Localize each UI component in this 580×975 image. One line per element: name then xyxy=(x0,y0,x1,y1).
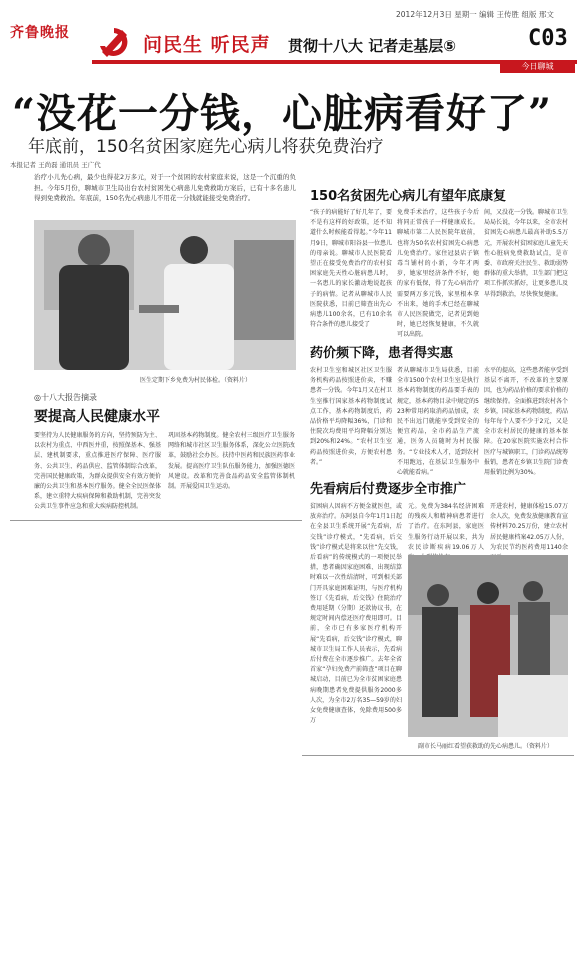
sidebar-bottom-rule xyxy=(10,520,302,521)
section3-col3: 开进农村，健康体检15.07万余人次，免费发放健康教育宣传材料70.25万份，建立农村居民健康档案42.05万人份，为农民节约医药费用1140余 xyxy=(490,503,569,551)
section3-col1: 贫困病人因病不方便金就医但，或放弃治疗。东阿县自今年1月1日起在全县卫生系统开展“先看病，后交钱”诊疗模式，“先看病，后交钱”诊疗模式是将来以往“先交钱，后看病”的传统模式的一项便民举措，患者确因家庭困难、出现结算时难以一次性结清时，可到相关部门开具家庭困难证明，与医疗机构签订《先看病，后交钱》住院治疗费用延期（分期）还款协议书，在规定时间内偿还医疗费用即可。目前，全市已有多家医疗机构开展“先看病，后交钱”诊疗模式，聊城市卫生局工作人员表示，先看病后付费在全市逐步推广。去年全省首家“孕妇免费产前筛查”项目在聊城启动，目前已为全市贫困家庭患病晚期患者免费提供服务2000多人次，为全市2万名35—59岁的妇女免费健康查体，免除费用500多万 xyxy=(310,503,402,725)
photo2-caption: 副市长马丽红看望获救助的先心病患儿。（资料片） xyxy=(418,743,554,750)
section2-col1: 农村卫生室和城区社区卫生服务机构药品按照进价卖，不赚患者一分钱。今年1月又在村卫生室推行国家基本药物制度试点工作，基本药物制度后，药品价格平均降幅36%，门诊和住院次均费用平均降幅分别达到20%和24%。“农村卫生室药品按照进价卖，方便农村患者。” xyxy=(310,367,392,466)
section1-col1: “孩子的病能好了好几年了，要不是有这样的好政策，还不知道什么时候能看得起。”今年11月9日，聊城市阳谷县一位患儿的母亲说。聊城市人民医院看望正在接受免费治疗的农村贫困家庭先天性心脏病患儿时，一名患儿的家长激动地说起孩子的病情。记者从聊城市人民医院获悉，目前已筛查出先心病患儿100余名，已有10余名符合条件的患儿接受了 xyxy=(310,209,392,329)
photo-checkup xyxy=(34,220,296,370)
photo1-caption: 医生定期下乡免费为村民体检。（资料片） xyxy=(140,377,252,384)
section-tag: 今日聊城 xyxy=(500,60,575,73)
section3-title: 先看病后付费逐步全市推广 xyxy=(310,482,467,497)
byline: 本报记者 王尚磊 通讯员 王广代 xyxy=(10,161,101,169)
section3-col2: 元。免费为384名经济困难的残疾人和精神病患者进行了治疗。在东阿县，家庭医生服务行动开展以来，共为农民诊断疾病19.06万人 xyxy=(408,503,484,551)
party-emblem-icon xyxy=(94,22,134,62)
section2-col3: 水平的提高，这些患者能享受到基层不离开，不改革的主要原因，也为药品价格的要求价格的继续保持。全面推进到农村各个乡镇，国家基本药物制度，药品每年每个人要不少于2元，又是全市农村居民的健康的基本保障。在20家医院实施农村合作医疗与城镇职工，门诊药品统筹报销，患者在乡镇卫生院门诊费用报销比例为30%。 xyxy=(484,367,569,477)
date-line: 2012年12月3日 星期一 编辑 王传胜 组版 邢文 xyxy=(396,10,554,19)
section1-title: 150名贫困先心病儿有望年底康复 xyxy=(310,189,507,204)
lead-paragraph: 治疗小儿先心病，最少也得花2万多元，对于一个贫困的农村家庭来说，这是一个沉重的负担。今年5月份，聊城市卫生局出台农村贫困先心病患儿免费救助方案后，已有十多名患儿得到免费救治。年底前，150名先心病患儿不用花一分钱就能接受免费治疗。 xyxy=(34,173,296,202)
section2-title: 药价频下降，患者得实惠 xyxy=(310,346,454,361)
newspaper-logo: 齐鲁晚报 xyxy=(10,25,70,41)
sidebar-body-2: 巩固基本药物制度。健全农村三级医疗卫生服务网络和城市社区卫生服务体系，深化公立医院改革，鼓励社会办医。扶持中医药和民族医药事业发展。提高医疗卫生队伍服务能力，加强医德医风建设。改革和完善食品药品安全监管体制机制。开展爱国卫生运动。 xyxy=(168,432,295,491)
subheadline: 年底前，150名贫困家庭先心病儿将获免费治疗 xyxy=(28,137,384,157)
sidebar-body-1: 要坚持为人民健康服务的方向，坚持预防为主、以农村为重点、中西医并重，按照保基本、强基层、建机制要求，重点推进医疗保障、医疗服务、公共卫生、药品供应、监管体制综合改革，完善国民健康政策，为群众提供安全有效方便价廉的公共卫生和基本医疗服务。健全全民医保体系，建立重特大疾病保障和救助机制，完善突发公共卫生事件应急和重大疾病防控机制。 xyxy=(34,432,161,511)
sidebar-kicker: ◎十八大报告摘录 xyxy=(34,393,97,402)
page-number: C03 xyxy=(528,26,568,51)
column-title: 问民生 听民声 xyxy=(143,34,271,56)
bottom-rule xyxy=(302,755,574,756)
main-headline: “没花一分钱，心脏病看好了” xyxy=(12,90,553,137)
section1-col2: 免费手术治疗，这些孩子今后将同正常孩子一样健康成长。聊城市第二人民医院年底前，也将为50名农村贫困先心病患儿免费治疗。家住冠县店子镇毒当铺村的小新，今年才两岁，她家里经济条件不好，她的家有低保，得了先心病治疗需要两万多元钱，家里根本拿不出来，她的手术已经在聊城市人民医院做完，记者见到她时，她已经恢复健康，不久就可以出院。 xyxy=(397,209,479,339)
column-subtitle: 贯彻十八大 记者走基层⑤ xyxy=(288,37,456,55)
photo-visit xyxy=(408,555,568,737)
sidebar-title: 要提高人民健康水平 xyxy=(34,409,160,425)
section1-col3: 间，又没花一分钱。聊城市卫生局局长说，今年以来，全市农村贫困先心病患儿最高补助5.5万元，开展农村贫困家庭儿童先天性心脏病免费救助试点，是市委、市政府关注民生、救助弱势群体的重大举措，卫生部门把这项工作抓实抓好，让更多患儿及早得到救治，尽快恢复健康。 xyxy=(484,209,569,298)
section2-col2: 者从聊城市卫生局获悉，目前全市1500个农村卫生室是执行基本药物制度的药品要手表的规定，基本药物目录中规定的523种常用药取消药品加成，农民不出远门就能享受到安全的便宜药品，全市药品生产流通，医务人员随时为村民服务。“专业技术人才，适到农村不用跑远，在基层卫生服务中心就能看病。” xyxy=(397,367,479,477)
